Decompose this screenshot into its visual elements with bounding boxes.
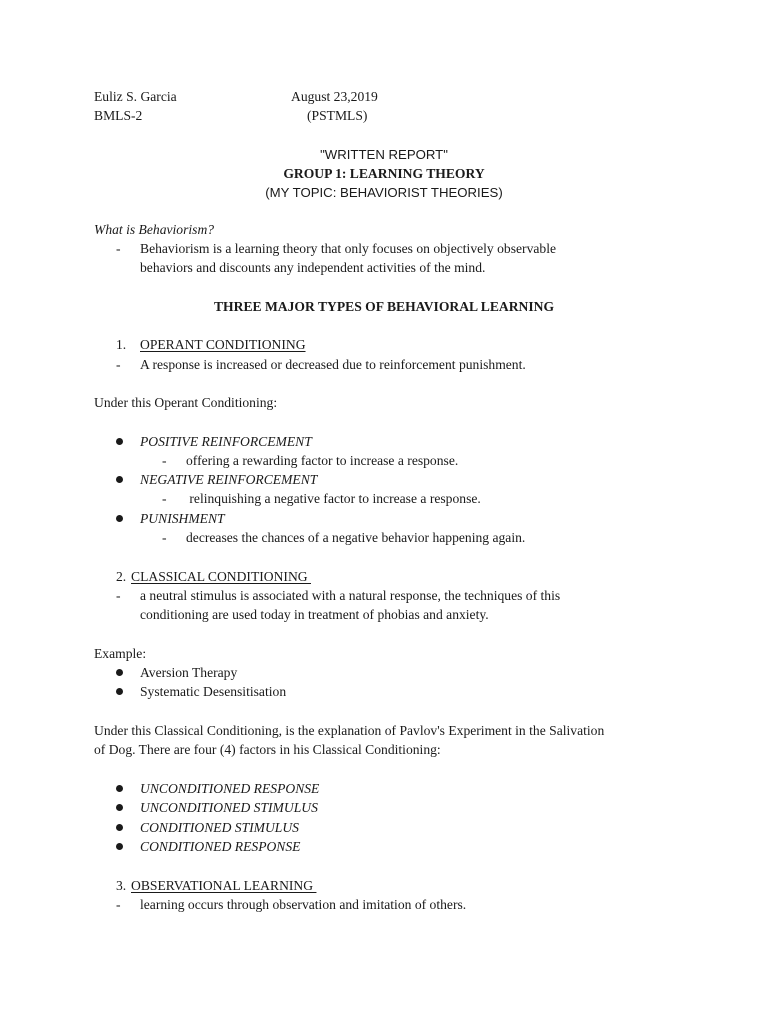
pavlov-paragraph-line2: of Dog. There are four (4) factors in his Classical Conditioning:	[94, 742, 441, 757]
item-number-3: 3.	[116, 878, 127, 893]
operant-under-label: Under this Operant Conditioning:	[94, 395, 278, 410]
classical-description-line1: a neutral stimulus is associated with a natural response, the techniques of this	[140, 588, 561, 603]
classical-title: CLASSICAL CONDITIONING	[131, 569, 311, 584]
example-label: Example:	[94, 646, 147, 661]
dash-marker: -	[162, 453, 167, 468]
pavlov-paragraph-line1: Under this Classical Conditioning, is the explanation of Pavlov's Experiment in the Salivation	[94, 723, 605, 738]
author-name: Euliz S. Garcia	[94, 89, 177, 104]
behaviorism-definition-line1: Behaviorism is a learning theory that only focuses on objectively observable	[140, 241, 557, 256]
bullet-icon	[116, 688, 123, 695]
section-code: BMLS-2	[94, 108, 143, 123]
bullet-icon	[116, 476, 123, 483]
bullet-icon	[116, 804, 123, 811]
dash-marker: -	[162, 530, 167, 545]
punishment-desc: decreases the chances of a negative behavior happening again.	[186, 530, 526, 545]
dash-marker: -	[116, 241, 121, 256]
operant-description: A response is increased or decreased due to reinforcement punishment.	[140, 357, 526, 372]
factor-item: CONDITIONED RESPONSE	[140, 839, 301, 854]
dash-marker: -	[116, 357, 121, 372]
bullet-icon	[116, 438, 123, 445]
report-type: "WRITTEN REPORT"	[320, 147, 448, 162]
operant-title: OPERANT CONDITIONING	[140, 337, 306, 352]
section-heading: THREE MAJOR TYPES OF BEHAVIORAL LEARNING	[213, 299, 555, 314]
punishment-label: PUNISHMENT	[140, 511, 225, 526]
bullet-icon	[116, 824, 123, 831]
item-number-2: 2.	[116, 569, 127, 584]
bullet-icon	[116, 515, 123, 522]
topic-title: (MY TOPIC: BEHAVIORIST THEORIES)	[265, 185, 503, 200]
positive-reinforcement-desc: offering a rewarding factor to increase a response.	[186, 453, 459, 468]
group-title: GROUP 1: LEARNING THEORY	[283, 166, 485, 181]
dash-marker: -	[116, 897, 121, 912]
bullet-icon	[116, 785, 123, 792]
report-date: August 23,2019	[291, 89, 378, 104]
behaviorism-question: What is Behaviorism?	[94, 222, 215, 237]
item-number-1: 1.	[116, 337, 127, 352]
example-item: Aversion Therapy	[140, 665, 238, 680]
observational-title: OBSERVATIONAL LEARNING	[131, 878, 317, 893]
example-item: Systematic Desensitisation	[140, 684, 287, 699]
bullet-icon	[116, 843, 123, 850]
factor-item: CONDITIONED STIMULUS	[140, 820, 299, 835]
negative-reinforcement-label: NEGATIVE REINFORCEMENT	[140, 472, 318, 487]
observational-description: learning occurs through observation and imitation of others.	[140, 897, 467, 912]
positive-reinforcement-label: POSITIVE REINFORCEMENT	[140, 434, 312, 449]
negative-reinforcement-desc: relinquishing a negative factor to increase a response.	[186, 491, 481, 506]
dash-marker: -	[116, 588, 121, 603]
behaviorism-definition-line2: behaviors and discounts any independent activities of the mind.	[140, 260, 486, 275]
factor-item: UNCONDITIONED STIMULUS	[140, 800, 318, 815]
organization: (PSTMLS)	[307, 108, 368, 123]
dash-marker: -	[162, 491, 167, 506]
classical-description-line2: conditioning are used today in treatment of phobias and anxiety.	[140, 607, 489, 622]
bullet-icon	[116, 669, 123, 676]
factor-item: UNCONDITIONED RESPONSE	[140, 781, 320, 796]
